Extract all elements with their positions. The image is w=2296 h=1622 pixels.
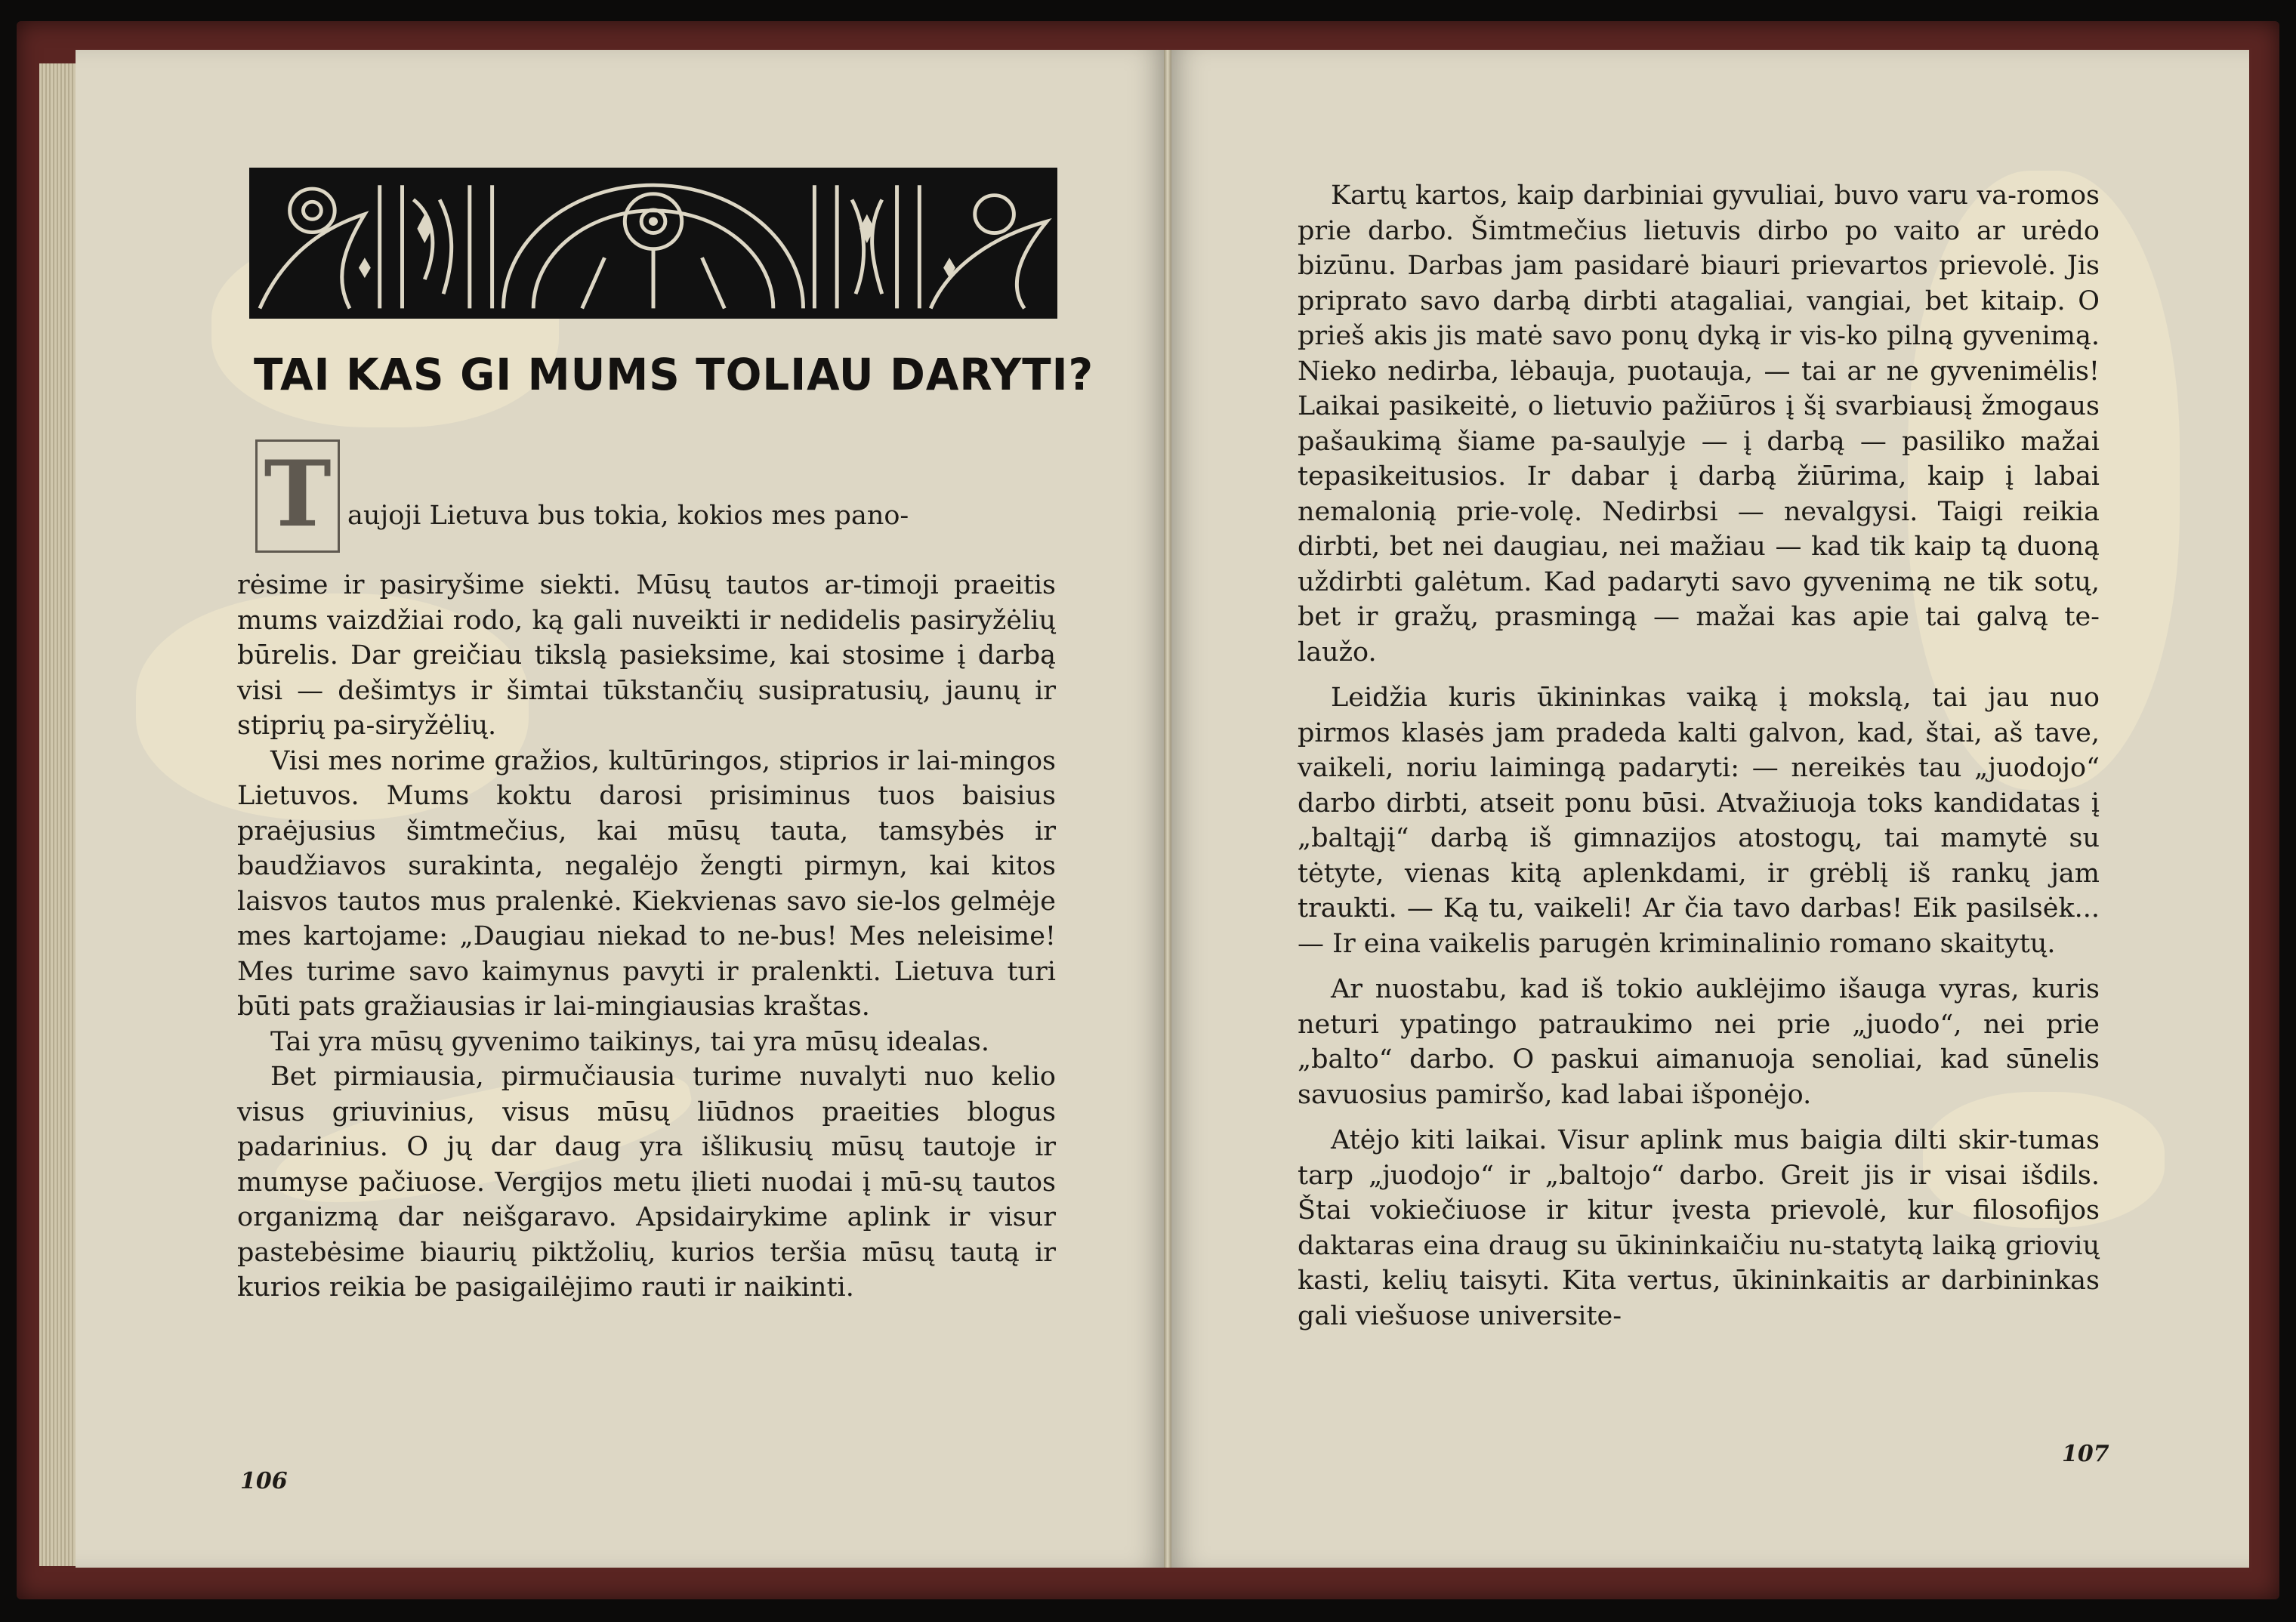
paragraph: Kartų kartos, kaip darbiniai gyvuliai, buvo varu va-romos prie darbo. Šimtmečius lietuvis dirbo po vaito ar urėdo bizūnu. Darbas jam pasidarė biauri prievartos prievolė. Jis priprato savo darbą dirbti atagaliai, vangiai, bet kitaip. O prieš akis jis matė savo ponų dyką ir vis-ko pilną gyvenimą. Nieko nedirba, lėbauja, puotauja, — tai ar ne gyvenimėlis! Laikai pasikeitė, o lietuvio pažiūros į šį svarbiausį žmogaus pašaukimą šiame pa-saulyje — į darbą — pasiliko mažai tepasikeitusios. Ir dabar į darbą žiūrima, kaip į labai nemalonią prie-volę. Nedirbsi — nevalgysi. Taigi reikia dirbti, bet nei daugiau, nei mažiau — kad tik kaip tą duoną uždirbti galėtum. Kad padaryti savo gyvenimą ne tik sotų, bet ir gražų, prasmingą — mažai kas apie tai galvą te-laužo.: [1298, 180, 2100, 668]
left-page-body: [237, 568, 1056, 1306]
right-page-body: [1298, 178, 2100, 1334]
page-number-right: 107: [2062, 1441, 2109, 1467]
paragraph: Visi mes norime gražios, kultūringos, stiprios ir lai-mingos Lietuvos. Mums koktu darosi prisiminus tuos baisius praėjusius šimtmečius, kai mūsų tauta, tamsybės ir baudžiavos surakinta, negalėjo žengti pirmyn, kai kitos laisvos tautos mus pralenkė. Kiekvienas savo sie-los gelmėje mes kartojame: „Daugiau niekad to ne-bus! Mes neleisime! Mes turime savo kaimynus pavyti ir pralenkti. Lietuva turi būti pats gražiausias ir lai-mingiausias kraštas.: [237, 745, 1056, 1022]
paragraph: Ar nuostabu, kad iš tokio auklėjimo išauga vyras, kuris neturi ypatingo patraukimo nei prie „juodo“, nei prie „balto“ darbo. O paskui aimanuoja senoliai, kad sūnelis savuosius pamiršo, kad labai išponėjo.: [1298, 974, 2100, 1110]
paragraph: Bet pirmiausia, pirmučiausia turime nuvalyti nuo kelio visus griuvinius, visus mūsų liūdnos praeities blogus padarinius. O jų dar daug yra išlikusių mūsų tautoje ir mumyse pačiuose. Vergijos metu įlieti nuodai į mū-sų tautos organizmą dar neišgaravo. Apsidairykime aplink ir visur pastebėsime biaurių piktžolių, kurios teršia mūsų tautą ir kurios reikia be pasigailėjimo rauti ir naikinti.: [237, 1062, 1056, 1303]
page-number-left: 106: [240, 1468, 288, 1494]
paragraph-line: aujoji Lietuva bus tokia, kokios mes pano-: [347, 501, 909, 531]
chapter-title: TAI KAS GI MUMS TOLIAU DARYTI?: [254, 349, 1094, 400]
paragraph: Atėjo kiti laikai. Visur aplink mus baigia dilti skir-tumas tarp „juodojo“ ir „baltojo“ darbo. Greit jis ir visai išdils. Štai vokiečiuose ir kitur įvesta prievolė, kur filosofijos daktaras eina draug su ūkininkaičiu nu-statytą laiką griovių kasti, kelių taisyti. Kita vertus, ūkininkaitis ar darbininkas gali viešuose universite-: [1298, 1125, 2100, 1331]
folk-ornament-icon: [252, 171, 1054, 316]
paragraph: Leidžia kuris ūkininkas vaiką į mokslą, tai jau nuo pirmos klasės jam pradeda kalti galvon, kad, štai, aš tave, vaikeli, noriu laimingą padaryti: — nereikės tau „juodojo“ darbo dirbti, atseit ponu būsi. Atvažiuoja toks kandidatas į „baltąjį“ darbą iš gimnazijos atostogų, tai mamytė su tėtyte, vienas kitą aplenkdami, ir grėblį iš rankų jam traukti. — Ką tu, vaikeli! Ar čia tavo darbas! Eik pasilsėk... — Ir eina vaikelis parugėn kriminalinio romano skaitytų.: [1298, 683, 2100, 959]
page-edges: [39, 63, 76, 1566]
book-gutter: [1164, 50, 1171, 1568]
decorative-folk-ornament: [249, 168, 1057, 319]
paragraph: rėsime ir pasiryšime siekti. Mūsų tautos ar-timoji praeitis mums vaizdžiai rodo, ką gali nuveikti ir nedidelis pasiryžėlių būrelis. Dar greičiau tikslą pasieksime, kai stosime į darbą visi — dešimtys ir šimtai tūkstančių susipratusių, jaunų ir stiprių pa-siryžėlių.: [237, 570, 1056, 741]
paragraph: Tai yra mūsų gyvenimo taikinys, tai yra mūsų idealas.: [270, 1026, 989, 1057]
drop-cap: T: [255, 439, 340, 553]
first-line: [347, 498, 1056, 534]
